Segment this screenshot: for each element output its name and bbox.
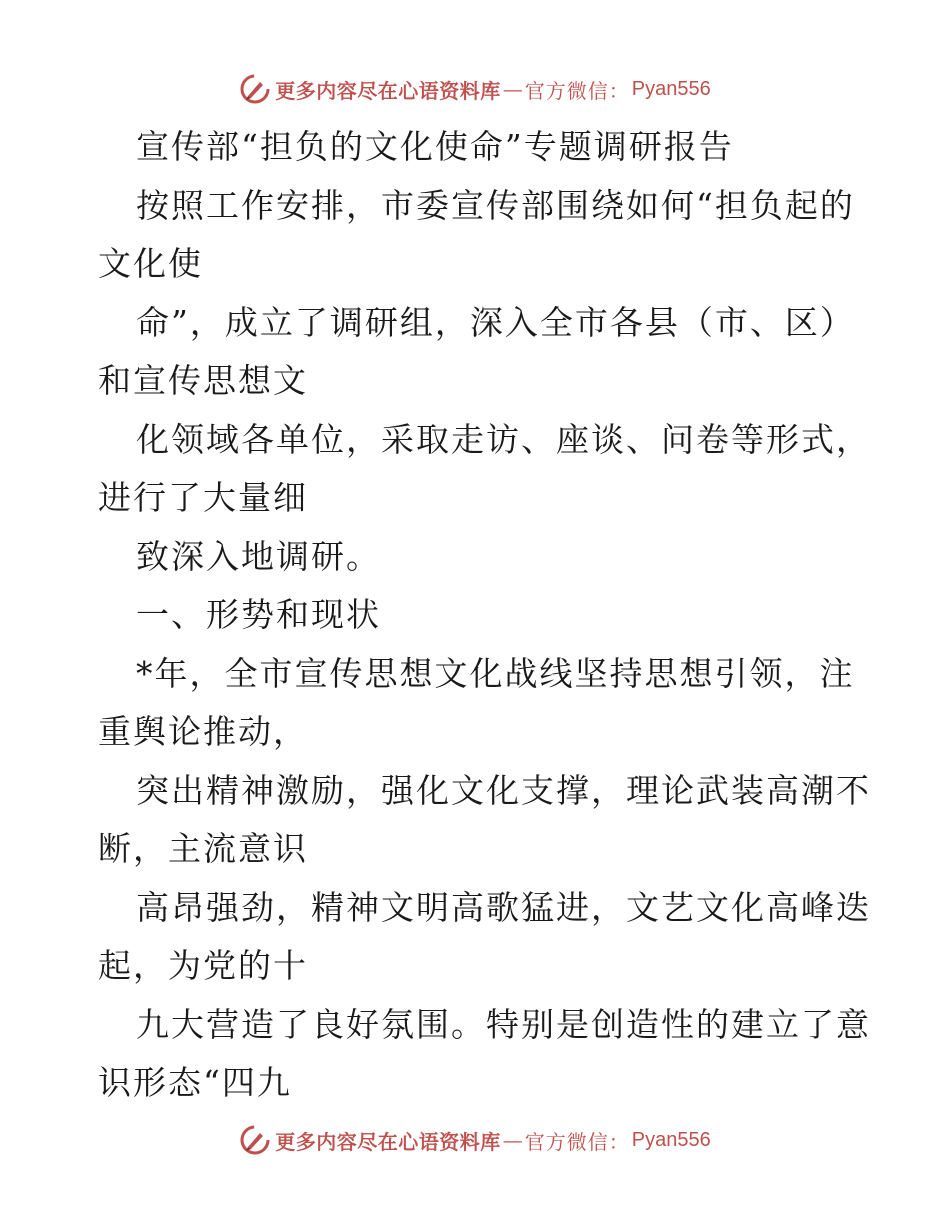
banner-official-label: 官方微信： — [524, 1129, 630, 1154]
footer-banner — [0, 1120, 950, 1160]
text-line: 九大营造了良好氛围。特别是创造性的建立了意 — [136, 1004, 871, 1044]
text-line: 进行了大量细 — [98, 478, 308, 517]
text-line: 致深入地调研。 — [136, 536, 381, 576]
text-line: 宣传部“担负的文化使命”专题调研报告 — [136, 127, 734, 166]
text-line: 按照工作安排，市委宣传部围绕如何“担负起的 — [136, 185, 855, 225]
text-line: 高昂强劲，精神文明高歌猛进，文艺文化高峰迭 — [136, 887, 871, 927]
text-line: 重舆论推动， — [98, 712, 308, 751]
banner-official-label: 官方微信： — [524, 78, 630, 103]
text-line: 一、形势和现状 — [136, 595, 381, 634]
text-line: 命”，成立了调研组，深入全市各县（市、区） — [136, 302, 855, 342]
text-line: 起，为党的十 — [98, 946, 308, 985]
text-line: 和宣传思想文 — [98, 361, 308, 400]
banner-wechat-handle: Pyan556 — [631, 1128, 711, 1151]
pen-logo-icon — [239, 1124, 271, 1156]
text-line: 突出精神激励，强化文化支撑，理论武装高潮不 — [136, 770, 871, 810]
banner-wechat-handle: Pyan556 — [631, 77, 711, 100]
text-line: *年，全市宣传思想文化战线坚持思想引领，注 — [136, 653, 855, 693]
pen-logo-icon — [239, 73, 271, 105]
text-line: 文化使 — [98, 244, 203, 283]
header-banner — [0, 69, 950, 109]
banner-dash: — — [502, 77, 523, 101]
banner-brand-text: 更多内容尽在心语资料库 — [275, 1129, 501, 1154]
text-line: 识形态“四九 — [98, 1063, 292, 1102]
banner-dash: — — [502, 1128, 523, 1152]
text-line: 断，主流意识 — [98, 829, 308, 868]
banner-brand-text: 更多内容尽在心语资料库 — [275, 78, 501, 103]
document-body — [98, 118, 871, 1113]
text-line: 化领域各单位，采取走访、座谈、问卷等形式， — [136, 419, 871, 459]
